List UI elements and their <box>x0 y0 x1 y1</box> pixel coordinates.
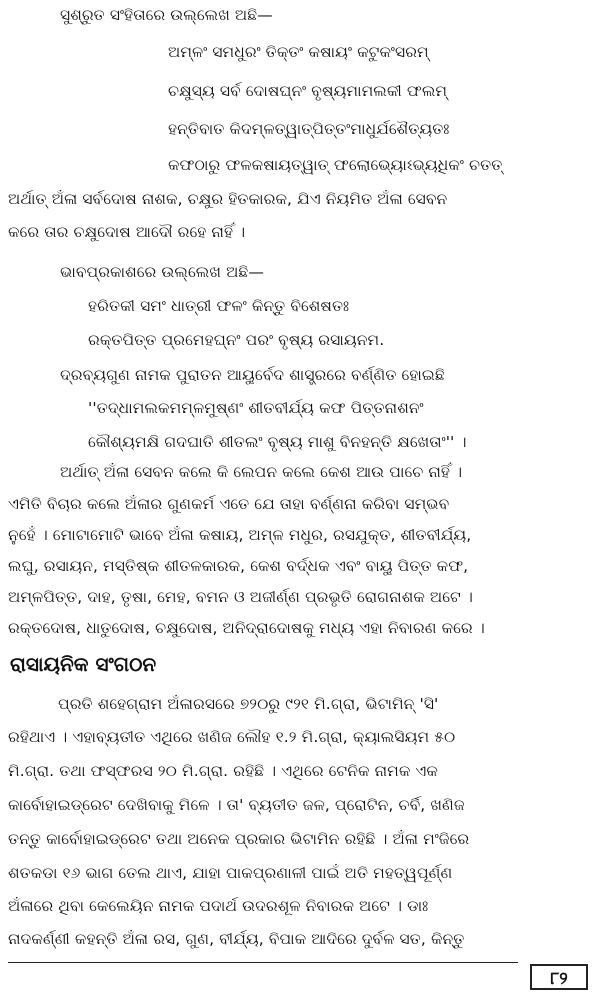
body-line: ଅର୍ଥାତ୍ ଅଁଳା ସେବନ କଲେ କି ଲେପନ କଲେ କେଶ ଆଉ ପାଚେ ନାହିଁ । <box>60 463 463 481</box>
body-line: ରକ୍ତଦୋଷ, ଧାତୁଦୋଷ, ଚକ୍ଷୁଦୋଷ, ଅନିଦ୍ରାଦୋଷକୁ ମଧ୍ୟ ଏହା ନିବାରଣ କରେ । <box>8 619 485 637</box>
body-line: ତନ୍ତୁ କାର୍ବୋହାଇଡ୍ରେଟ ତଥା ଅନେକ ପ୍ରକାର ଭିଟାମିନ ରହିଛି । ଅଁଳା ମଂଜିରେ <box>8 830 470 848</box>
verse-line: କଫଠାରୁ ଫଳକଷାୟତ୍ୱାତ୍ ଫଲୋଭ୍ୟୋଽଭ୍ୟଧିକଂ ଚତତ୍ <box>168 156 503 174</box>
body-line: ମି.ଗ୍ରା. ତଥା ଫସ୍ଫରସ ୨୦ ମି.ଗ୍ରା. ରହିଛି । ଏଥିରେ ଟେନିକ ନାମକ ଏକ <box>8 762 438 780</box>
body-line: କାର୍ବୋହାଇଡ୍ରେଟ ଦେଖିବାକୁ ମିଳେ । ତା' ବ୍ୟତୀତ ଜଳ, ପ୍ରୋଟିନ, ଚର୍ବି, ଖଣିଜ <box>8 796 465 814</box>
section-heading: ରାସାୟନିକ ସଂଗଠନ <box>10 652 157 676</box>
verse-line: କୌଶ୍ୟମକ୍ଷି ଗଦଘାତି ଶୀତଲଂ ବୃଷ୍ୟ ମାଶୁ ବିନହନ୍ତି କ୍ଷଖେତାଂ'' । <box>88 433 467 451</box>
verse-line: ଚକ୍ଷୁସ୍ୟ ସର୍ବ ଦୋଷଘ୍ନଂ ବୃଷ୍ୟମାମଲକୀ ଫଲମ୍ <box>168 82 448 100</box>
body-line: କରେ ତାର ଚକ୍ଷୁଦୋଷ ଆଦୌ ରହେ ନାହିଁ । <box>8 223 246 241</box>
body-line: ଅମ୍ଳପିତ୍ତ, ଦାହ, ତୃଷା, ମେହ, ବମନ ଓ ଅଜୀର୍ଣ୍ଣ ପ୍ରଭୃତି ରୋଗନାଶକ ଅଟେ । <box>8 588 473 606</box>
footer-rule <box>8 962 518 963</box>
body-line: ଲଘୁ, ରସାୟନ, ମସ୍ତିଷ୍କ ଶୀତଳକାରକ, କେଶ ବର୍ଦ୍ଧକ ଏବଂ ବାୟୁ ପିତ୍ତ କଫ, <box>8 557 469 575</box>
body-line: ରହିଥାଏ । ଏହାବ୍ୟତୀତ ଏଥିରେ ଖଣିଜ ଲୌହ ୧.୨ ମି.ଗ୍ରା, କ୍ୟାଲସିୟମ ୫୦ <box>8 728 456 746</box>
verse-line: ରକ୍ତପିତ୍ତ ପ୍ରମେହଘ୍ନଂ ପରଂ ବୃଷ୍ୟ ରସାୟନମ. <box>88 331 385 349</box>
intro-line: ସୁଶ୍ରୁତ ସଂହିତାରେ ଉଲ୍ଲେଖ ଅଛି— <box>60 6 273 24</box>
verse-line: ''ତଦ୍ଧାମଲକମମ୍ଳମୁଷ୍ଣଂ ଶୀତବୀର୍ଯ୍ୟ କଫ ପିତ୍ତନାଶନଂ <box>88 399 424 417</box>
page-number: ୮୨ <box>530 964 588 990</box>
verse-line: ଅମ୍ଳଂ ସମଧୁରଂ ତିକ୍ତଂ କଷାୟଂ କଟୁକଂସରମ୍ <box>168 43 429 61</box>
body-line: ଶତକଡା ୧୬ ଭାଗ ତେଲ ଥାଏ, ଯାହା ପାକପ୍ରଣାଳୀ ପାଇଁ ଅତି ମହତ୍ୱପୂର୍ଣ୍ଣ <box>8 864 453 882</box>
body-line: ଏମିତି ବିଚାର କଲେ ଅଁଳାର ଗୁଣକର୍ମ ଏତେ ଯେ ତାହା ବର୍ଣ୍ଣନା କରିବା ସମ୍ଭବ <box>8 495 450 513</box>
body-line: ଅଁଳାରେ ଥିବା କେଲେୟିନ ନାମକ ପଦାର୍ଥ ଉଦରଶୂଳ ନିବାରକ ଅଟେ । ଡାଃ <box>8 897 429 915</box>
body-line: ପ୍ରତି ଶହେଗ୍ରାମ ଅଁଳାରସରେ ୭୨୦ରୁ ୯୨୧ ମି.ଗ୍ରା, ଭିଟାମିନ୍ 'ସି' <box>58 695 439 713</box>
intro-line: ଭାବପ୍ରକାଶରେ ଉଲ୍ଲେଖ ଅଛି— <box>60 263 264 281</box>
body-line: ଦ୍ରବ୍ୟଗୁଣ ନାମକ ପୁରାତନ ଆୟୁର୍ବେଦ ଶାସ୍ତ୍ରରେ ବର୍ଣ୍ଣିତ ହୋଇଛି <box>60 366 445 384</box>
verse-line: ହନ୍ତିବାତ କିଦମ୍ଳତ୍ୱାତ୍ପିତ୍ତଂମାଧୁର୍ଯଶୈତ୍ୟତଃ <box>168 120 450 138</box>
verse-line: ହରିତକୀ ସମଂ ଧାତ୍ରୀ ଫଳଂ କିନ୍ତୁ ବିଶେଷତଃ <box>88 297 350 315</box>
body-line: ନୁହେଁ । ମୋଟାମୋଟି ଭାବେ ଅଁଳା କଷାୟ, ଅମ୍ଳ ମଧୁର, ରସଯୁକ୍ତ, ଶୀତବୀର୍ଯ୍ୟ, <box>8 526 472 544</box>
body-line: ଅର୍ଥାତ୍ ଅଁଳା ସର୍ବଦୋଷ ନାଶକ, ଚକ୍ଷୁର ହିତକାରକ, ଯିଏ ନିୟମିତ ଅଁଳା ସେବନ <box>8 190 448 208</box>
body-line: ନାଦକର୍ଣ୍ଣୀ କହନ୍ତି ଅଁଳା ରସ, ଗୁଣ, ବୀର୍ଯ୍ୟ, ବିପାକ ଆଦିରେ ଦୁର୍ବଳ ସତ, କିନ୍ତୁ <box>8 930 465 948</box>
